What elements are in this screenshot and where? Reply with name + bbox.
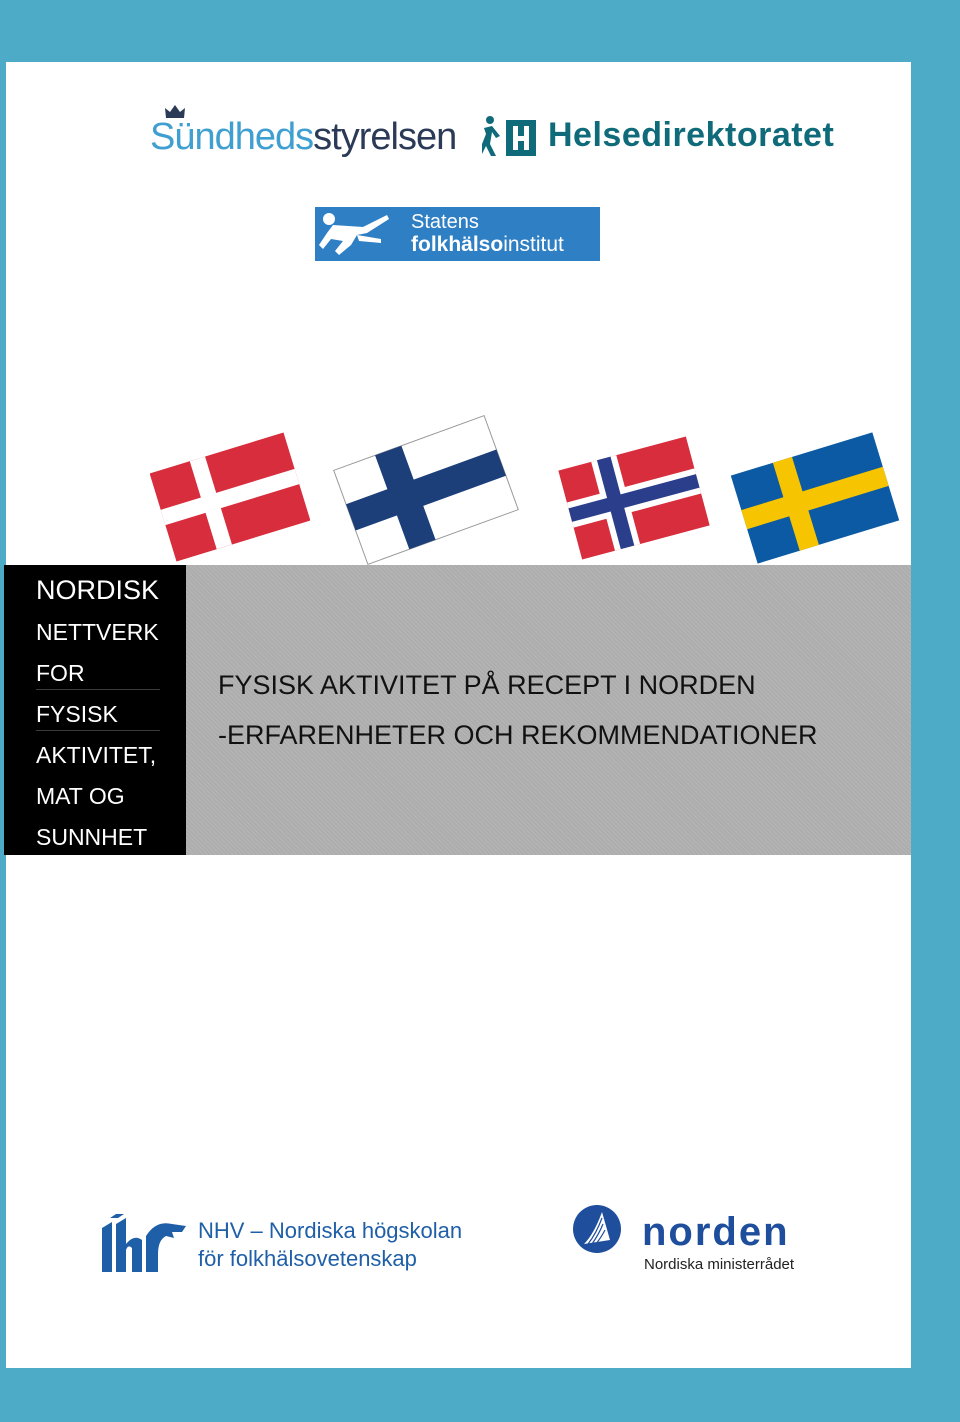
sidebar-line-3: FOR — [36, 660, 85, 686]
finland-flag — [328, 410, 524, 570]
document-title: FYSISK AKTIVITET PÅ RECEPT I NORDEN — [218, 670, 756, 700]
nhv-line1: NHV – Nordiska högskolan — [198, 1218, 463, 1243]
helsedirektoratet-logo — [482, 112, 835, 162]
sidebar-line-2: NETTVERK — [36, 619, 159, 645]
denmark-flag — [150, 424, 310, 570]
sundhedsstyrelsen-logo — [150, 108, 457, 164]
network-sidebar — [4, 565, 186, 855]
helsedirektoratet-wordmark: Helsedirektoratet — [548, 116, 835, 154]
sweden-flag — [728, 430, 902, 566]
norway-flag — [556, 430, 712, 566]
fhi-line2: folkhälsoinstitut — [411, 233, 564, 256]
jumping-figure-icon — [317, 209, 401, 259]
sidebar-divider — [36, 730, 160, 731]
sidebar-line-4: FYSISK — [36, 701, 118, 727]
helsedirektoratet-mark-icon — [482, 114, 538, 158]
fhi-line1: Statens — [411, 211, 479, 233]
norden-logo — [572, 1204, 822, 1280]
sidebar-line-7: SUNNHET — [36, 824, 148, 850]
sidebar-line-1: NORDISK — [36, 575, 160, 605]
sidebar-line-5: AKTIVITET, — [36, 742, 157, 768]
sundhedsstyrelsen-wordmark: Sündhedsstyrelsen — [150, 116, 457, 158]
norden-subtitle: Nordiska ministerrådet — [644, 1256, 795, 1273]
sidebar-line-6: MAT OG — [36, 783, 125, 809]
title-band — [186, 565, 911, 855]
document-subtitle: -ERFARENHETER OCH REKOMMENDATIONER — [218, 720, 818, 750]
nhv-line2: för folkhälsovetenskap — [198, 1246, 417, 1271]
nhv-mark-icon — [102, 1214, 188, 1274]
folkhalsoinstitut-logo — [315, 207, 600, 261]
sidebar-divider — [36, 689, 160, 690]
swan-icon — [572, 1204, 622, 1254]
norden-wordmark: norden — [642, 1210, 790, 1254]
nhv-logo — [102, 1210, 462, 1278]
